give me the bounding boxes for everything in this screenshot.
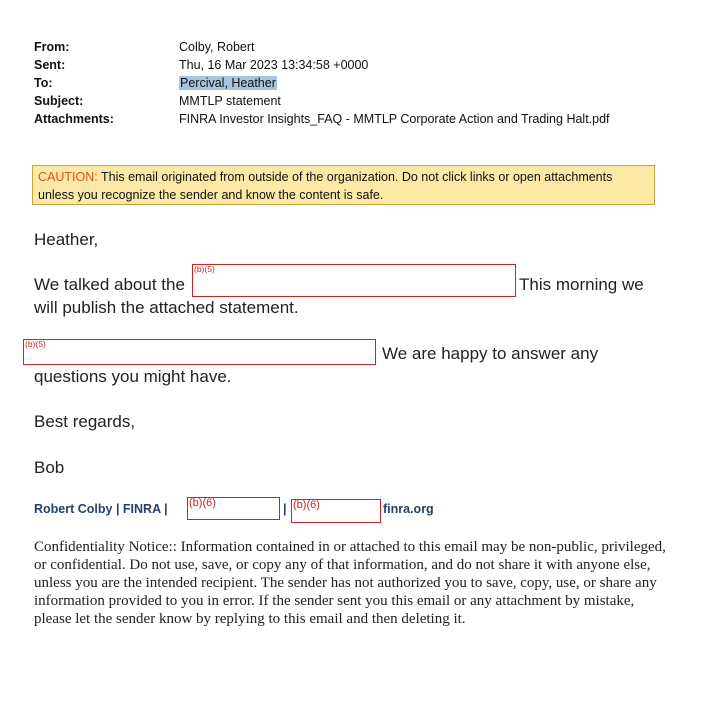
caution-banner: [32, 165, 655, 205]
subject-value: MMTLP statement: [179, 94, 281, 108]
sent-value: Thu, 16 Mar 2023 13:34:58 +0000: [179, 58, 369, 72]
confidentiality-notice: Confidentiality Notice:: Information contained in or attached to this email may be non-public, privileged, or confidential. Do not use, save, or copy any of that information, and do not share it with anyone else, unless you are the intended recipient. The sender has not authorized you to save, copy, use, or share any information provided to you in error. If the sender sent you this email or any attachment by mistake, please let the sender know by replying to this email and then deleting it.: [34, 539, 666, 627]
attachments-label: Attachments:: [34, 112, 114, 126]
redaction-box-b6-1: [187, 497, 280, 520]
signature-name: Robert Colby | FINRA |: [34, 502, 168, 516]
sender-name: Bob: [34, 458, 65, 477]
sent-row: [34, 56, 610, 74]
p1-start: We talked about the: [34, 275, 185, 294]
from-value: Colby, Robert: [179, 40, 255, 54]
redaction-box-b5-2: [23, 339, 376, 365]
redaction-box-b6-2: [291, 499, 381, 523]
subject-row: [34, 92, 610, 110]
redaction-box-b5-1: [192, 264, 516, 297]
p2-line2: questions you might have.: [34, 367, 232, 386]
redaction-code: (b)(5): [25, 339, 46, 349]
redaction-code: (b)(5): [194, 264, 215, 274]
from-label: From:: [34, 40, 70, 54]
p1-end: This morning we: [519, 275, 644, 294]
signature-email-domain: finra.org: [383, 502, 434, 516]
to-row: [34, 74, 610, 92]
from-row: [34, 38, 610, 56]
p1-line2: will publish the attached statement.: [34, 298, 299, 317]
attachments-row: [34, 110, 610, 128]
redaction-code: (b)(6): [189, 497, 216, 509]
sent-label: Sent:: [34, 58, 66, 72]
to-value: Percival, Heather: [180, 76, 276, 90]
email-header: [34, 38, 610, 128]
caution-label: CAUTION:: [38, 170, 98, 184]
redaction-code: (b)(6): [293, 499, 320, 511]
p2-end: We are happy to answer any: [382, 344, 599, 363]
closing: Best regards,: [34, 412, 136, 431]
signature-separator: |: [283, 502, 287, 516]
attachment-link[interactable]: FINRA Investor Insights_FAQ - MMTLP Corporate Action and Trading Halt.pdf: [179, 112, 610, 126]
greeting: Heather,: [34, 230, 99, 249]
to-label: To:: [34, 76, 53, 90]
caution-text: This email originated from outside of the organization. Do not click links or open attachments unless you recognize the sender and know the content is safe.: [38, 170, 613, 202]
subject-label: Subject:: [34, 94, 84, 108]
